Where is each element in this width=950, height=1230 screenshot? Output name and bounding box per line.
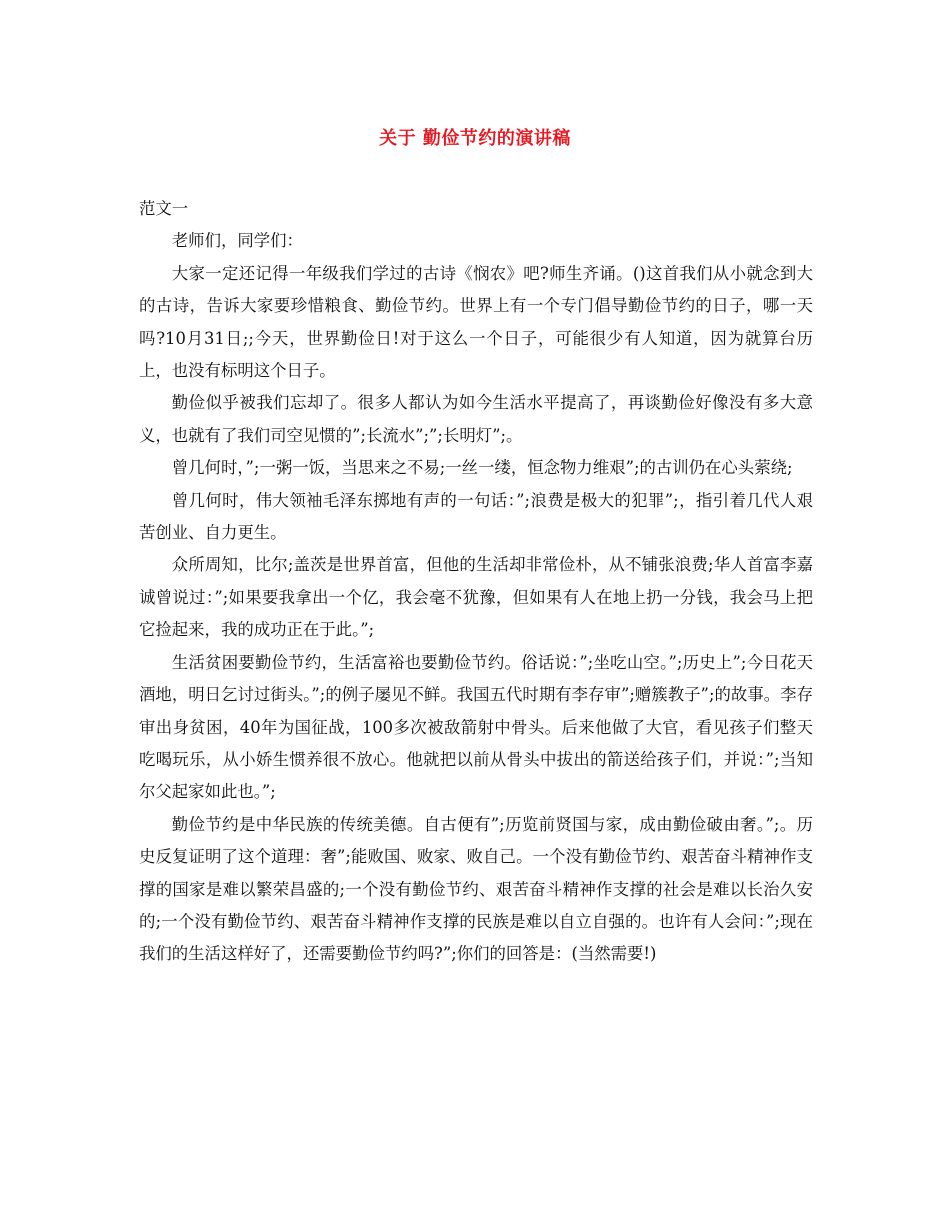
paragraph: 勤俭节约是中华民族的传统美德。自古便有”;历览前贤国与家，成由勤俭破由奢。”;。历史反复证明了这个道理：奢”;能败国、败家、败自己。一个没有勤俭节约、艰苦奋斗精神作支撑的国家是难以繁荣昌盛的;一个没有勤俭节约、艰苦奋斗精神作支撑的社会是难以长治久安的;一个没有勤俭节约、艰苦奋斗精神作支撑的民族是难以自立自强的。也许有人会问：”;现在我们的生活这样好了，还需要勤俭节约吗?”;你们的回答是：(当然需要!) (139, 814, 813, 964)
section-label: 范文一 (139, 199, 189, 218)
paragraph-greeting: 老师们，同学们： (171, 231, 303, 251)
paragraph: 曾几何时，伟大领袖毛泽东掷地有声的一句话：”;浪费是极大的犯罪”;，指引着几代人艰苦创业、自力更生。 (139, 490, 813, 543)
document-title: 关于 勤俭节约的演讲稿 (379, 128, 571, 149)
document-body (139, 193, 813, 971)
paragraph: 曾几何时，”;一粥一饭，当思来之不易;一丝一缕，恒念物力维艰”;的古训仍在心头萦绕; (171, 458, 793, 478)
paragraph: 勤俭似乎被我们忘却了。很多人都认为如今生活水平提高了，再谈勤俭好像没有多大意义，也就有了我们司空见惯的”;长流水”;”;长明灯”;。 (139, 393, 813, 445)
paragraph: 大家一定还记得一年级我们学过的古诗《悯农》吧?师生齐诵。()这首我们从小就念到大的古诗，告诉大家要珍惜粮食、勤俭节约。世界上有一个专门倡导勤俭节约的日子，哪一天吗?10月31日;;今天，世界勤俭日!对于这么一个日子，可能很少有人知道，因为就算台历上，也没有标明这个日子。 (139, 263, 813, 381)
paragraph: 生活贫困要勤俭节约，生活富裕也要勤俭节约。俗话说：”;坐吃山空。”;历史上”;今日花天酒地，明日乞讨过街头。”;的例子屡见不鲜。我国五代时期有李存审”;赠簇教子”;的故事。李存审出身贫困，40年为国征战，100多次被敌箭射中骨头。后来他做了大官，看见孩子们整天吃喝玩乐，从小娇生惯养很不放心。他就把以前从骨头中拔出的箭送给孩子们，并说：”;当知尔父起家如此也。”; (139, 652, 813, 802)
paragraph: 众所周知，比尔;盖茨是世界首富，但他的生活却非常俭朴，从不铺张浪费;华人首富李嘉诚曾说过：”;如果要我拿出一个亿，我会毫不犹豫，但如果有人在地上扔一分钱，我会马上把它捡起来，我的成功正在于此。”; (139, 555, 813, 640)
